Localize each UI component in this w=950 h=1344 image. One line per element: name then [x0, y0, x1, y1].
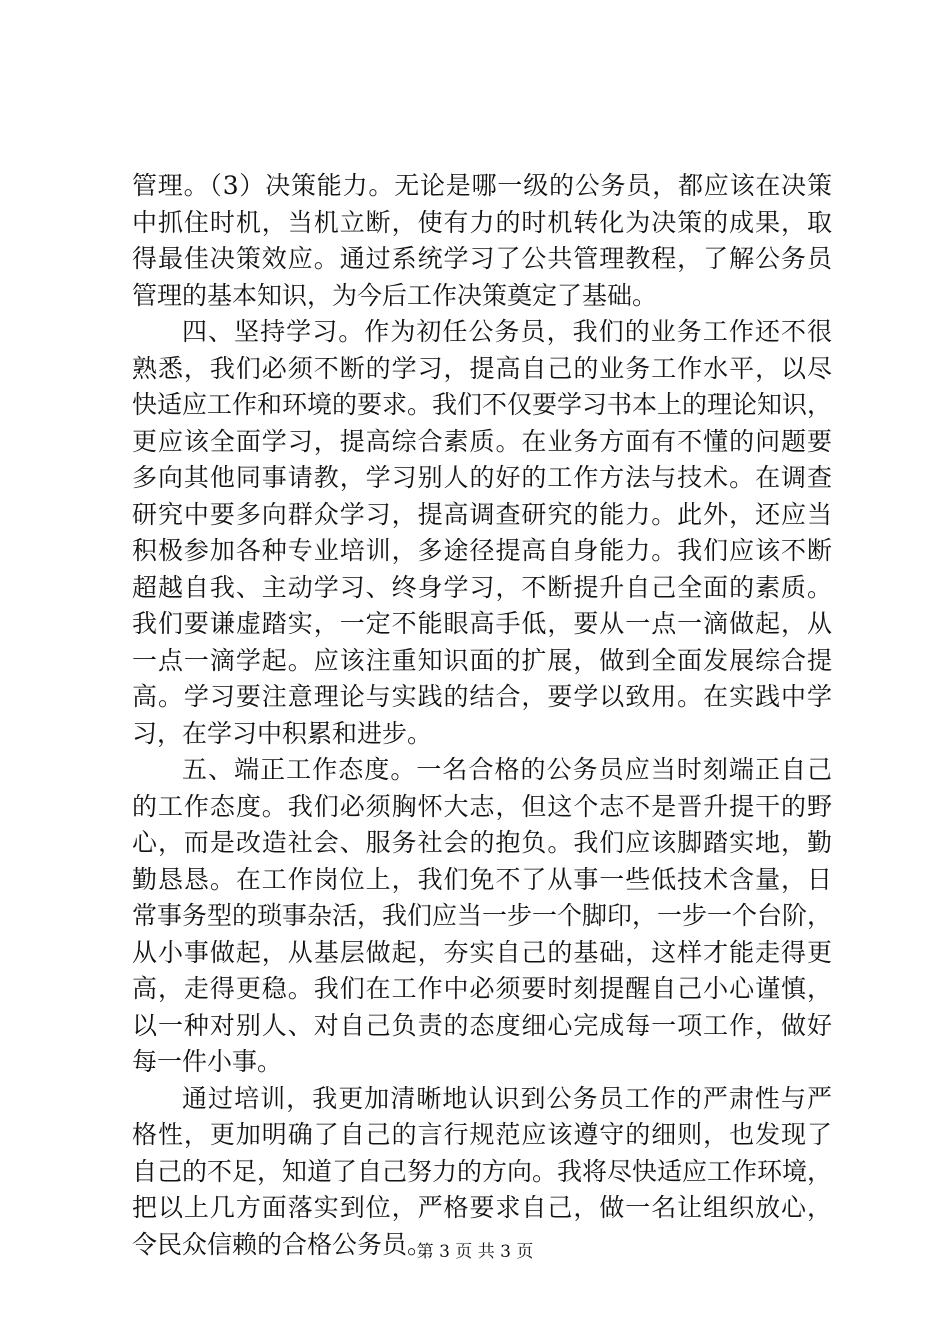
- text-line: 我们要谦虚踏实，一定不能眼高手低，要从一点一滴做起，从: [132, 609, 832, 638]
- text-line: 管理的基本知识，为今后工作决策奠定了基础。: [132, 280, 658, 310]
- text-line: 格性，更加明确了自己的言行规范应该遵守的细则，也发现了: [132, 1120, 832, 1149]
- text-line: 令民众信赖的合格公务员。: [132, 1229, 433, 1259]
- text-line: 快适应工作和环境的要求。我们不仅要学习书本上的理论知识，: [132, 390, 833, 419]
- text-line: 超越自我、主动学习、终身学习，不断提升自己全面的素质。: [132, 572, 832, 602]
- paragraph: [132, 1081, 832, 1264]
- document-body: [132, 168, 832, 1263]
- paragraph: [132, 314, 832, 752]
- text-line: 研究中要多向群众学习，提高调查研究的能力。此外，还应当: [132, 499, 832, 529]
- text-line: 得最佳决策效应。通过系统学习了公共管理教程，了解公务员: [132, 244, 832, 273]
- text-line: 通过培训，我更加清晰地认识到公务员工作的严肃性与严: [182, 1083, 832, 1113]
- text-line: 中抓住时机，当机立断，使有力的时机转化为决策的成果，取: [132, 207, 832, 237]
- text-line: 把以上几方面落实到位，严格要求自己，做一名让组织放心，: [132, 1193, 832, 1222]
- text-line: 管理。（3）决策能力。无论是哪一级的公务员，都应该在决策: [132, 171, 832, 200]
- text-line: 高，走得更稳。我们在工作中必须要时刻提醒自己小心谨慎，: [132, 974, 832, 1003]
- text-line: 自己的不足，知道了自己努力的方向。我将尽快适应工作环境，: [132, 1156, 833, 1186]
- text-line: 的工作态度。我们必须胸怀大志，但这个志不是晋升提干的野: [132, 791, 832, 821]
- text-line: 心，而是改造社会、服务社会的抱负。我们应该脚踏实地，勤: [132, 828, 832, 857]
- text-line: 勤恳恳。在工作岗位上，我们免不了从事一些低技术含量，日: [132, 864, 832, 894]
- text-line: 以一种对别人、对自己负责的态度细心完成每一项工作，做好: [132, 1010, 832, 1040]
- text-line: 每一件小事。: [132, 1047, 283, 1076]
- text-line: 四、坚持学习。作为初任公务员，我们的业务工作还不很: [182, 317, 832, 346]
- page-footer: 第 3 页 共 3 页: [416, 1242, 534, 1262]
- paragraph: [132, 752, 832, 1081]
- paragraph: [132, 168, 832, 314]
- text-line: 常事务型的琐事杂活，我们应当一步一个脚印，一步一个台阶，: [132, 901, 833, 930]
- text-line: 从小事做起，从基层做起，夯实自己的基础，这样才能走得更: [132, 937, 832, 967]
- text-line: 多向其他同事请教，学习别人的好的工作方法与技术。在调查: [132, 463, 832, 492]
- text-line: 熟悉，我们必须不断的学习，提高自己的业务工作水平，以尽: [132, 353, 832, 383]
- text-line: 高。学习要注意理论与实践的结合，要学以致用。在实践中学: [132, 682, 832, 711]
- text-line: 更应该全面学习，提高综合素质。在业务方面有不懂的问题要: [132, 426, 832, 456]
- text-line: 五、端正工作态度。一名合格的公务员应当时刻端正自己: [182, 755, 832, 784]
- text-line: 积极参加各种专业培训，多途径提高自身能力。我们应该不断: [132, 536, 832, 565]
- text-line: 一点一滴学起。应该注重知识面的扩展，做到全面发展综合提: [132, 645, 832, 675]
- text-line: 习，在学习中积累和进步。: [132, 718, 433, 748]
